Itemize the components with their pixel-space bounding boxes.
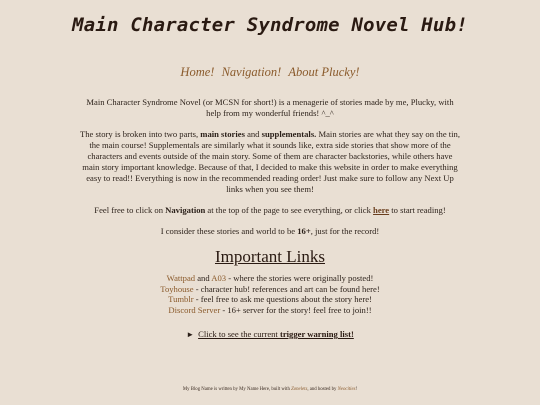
nav-hint-text-a: Feel free to click on — [94, 205, 166, 215]
nav-hint-navigation-term: Navigation — [165, 205, 206, 215]
neocities-link[interactable]: Neocities — [337, 387, 356, 392]
nav-hint-text-c: to start reading! — [389, 205, 446, 215]
trigger-warning-text-b: trigger warning list! — [279, 329, 354, 339]
link-row-discord — [78, 305, 462, 316]
zonelets-link[interactable]: Zonelets — [291, 387, 308, 392]
nav-navigation-link[interactable]: Navigation! — [221, 65, 282, 79]
tumblr-link[interactable]: Tumblr — [168, 294, 194, 304]
supplementals-term: supplementals. — [261, 129, 317, 139]
story-parts-text-a: The story is broken into two parts, — [79, 129, 201, 139]
link-row-desc: - where the stories were originally posted! — [226, 273, 374, 283]
footer-text-b: , and hosted by — [307, 387, 338, 392]
play-arrow-icon: ► — [186, 330, 195, 339]
link-row-desc: - character hub! references and art can be found here! — [193, 283, 380, 294]
footer-text-a: My Blog Name is written by My Name Here, built with — [182, 387, 292, 392]
footer-text-c: ! — [355, 387, 358, 392]
trigger-warning-text-a: Click to see the current — [198, 329, 280, 339]
ao3-link[interactable]: A03 — [211, 273, 227, 283]
important-links-list — [78, 273, 462, 315]
link-row-wattpad-ao3 — [78, 273, 462, 284]
site-footer — [0, 387, 540, 392]
navigation-hint-paragraph — [78, 205, 462, 216]
nav-home-link[interactable]: Home! — [180, 65, 215, 79]
main-stories-term: main stories — [200, 129, 245, 139]
link-row-desc: - feel free to ask me questions about the story here! — [193, 294, 372, 304]
site-title: Main Character Syndrome Novel Hub! — [72, 14, 468, 36]
age-text-b: , just for the record! — [310, 226, 380, 236]
main-content — [78, 97, 462, 340]
age-text-a: I consider these stories and world to be — [160, 226, 298, 236]
nav-about-link[interactable]: About Plucky! — [288, 65, 360, 79]
toyhouse-link[interactable]: Toyhouse — [160, 283, 194, 294]
link-row-desc: - 16+ server for the story! feel free to join!! — [220, 304, 372, 315]
story-parts-text-b: Main stories are what they say on the tin, the main course! Supplementals are similarly what it sounds like, extra side stories that show more of the characters and events outside of the main story. Some of them are character backstories, while others have main story important knowledge. Because of that, I decided to make this website in order to make everything easy to read!! Everything is now in the recommended reading order! Just make sure to follow any Next Up links when you see them! — [82, 129, 461, 194]
top-nav — [0, 65, 540, 80]
link-row-tumblr — [78, 294, 462, 305]
story-parts-paragraph — [78, 129, 462, 195]
nav-hint-text-b: at the top of the page to see everything, or click — [205, 205, 374, 215]
trigger-warning-row — [78, 329, 462, 340]
story-parts-and: and — [244, 129, 262, 139]
wattpad-link[interactable]: Wattpad — [166, 273, 196, 283]
age-rating-paragraph — [78, 226, 462, 237]
trigger-warning-link[interactable] — [198, 329, 354, 339]
important-links-heading: Important Links — [214, 247, 325, 266]
start-reading-here-link[interactable]: here — [373, 205, 390, 215]
intro-paragraph: Main Character Syndrome Novel (or MCSN for short!) is a menagerie of stories made by me, Plucky, with help from my wonderful friends! ^_^ — [86, 97, 454, 118]
link-row-toyhouse — [78, 284, 462, 295]
age-rating-value: 16+ — [297, 226, 311, 236]
link-row-sep: and — [195, 273, 212, 283]
discord-server-link[interactable]: Discord Server — [168, 304, 221, 315]
